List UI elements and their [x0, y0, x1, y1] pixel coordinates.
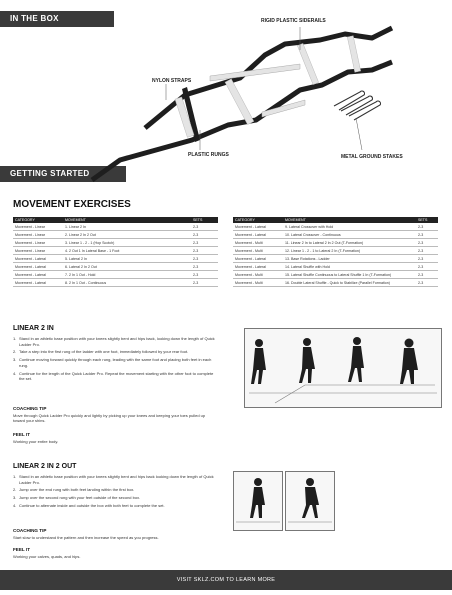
linear-2-in-coaching-tip-title: COACHING TIP: [13, 406, 47, 411]
step-text: Jump over the second rung with your feet outside of the second box.: [19, 495, 141, 501]
category-cell: Movement - Lateral: [13, 255, 63, 263]
movement-exercises-title: MOVEMENT EXERCISES: [13, 199, 131, 210]
movement-cell: 1. Linear 2 In: [63, 223, 191, 231]
movement-cell: 15. Lateral Shuffle Continuous to Lateral Shuffle 1 In (T-Formation): [283, 271, 416, 279]
table-row: [13, 247, 218, 255]
sets-cell: 2-3: [416, 247, 438, 255]
column-header-sets: SETS: [416, 217, 438, 223]
category-cell: Movement - Multi: [233, 239, 283, 247]
rung-1: [175, 87, 200, 142]
in-the-box-banner: IN THE BOX: [0, 11, 114, 27]
category-cell: Movement - Linear: [13, 247, 63, 255]
movement-cell: 3. Linear 1 - 2 - 1 (Hop Scotch): [63, 239, 191, 247]
category-cell: Movement - Lateral: [233, 223, 283, 231]
step-item: [13, 474, 216, 485]
sets-cell: 2-3: [191, 231, 218, 239]
step-text: Stand in an athletic base position with your knees slightly bent and hips back looking down the length of Quick Ladder Pro.: [19, 474, 214, 485]
sets-cell: 2-3: [191, 255, 218, 263]
category-cell: Movement - Lateral: [13, 271, 63, 279]
step-number: 2.: [13, 487, 17, 493]
table-row: [233, 231, 438, 239]
rigid-siderails-callout: RIGID PLASTIC SIDERAILS: [261, 18, 326, 24]
table-row: [233, 263, 438, 271]
step-number: 3.: [13, 495, 17, 501]
rung-3: [297, 43, 318, 84]
step-item: [13, 349, 216, 355]
table-row: [233, 271, 438, 279]
table-row: [13, 239, 218, 247]
linear-2-in-2-out-coaching-tip-title: COACHING TIP: [13, 528, 47, 533]
table-row: [233, 239, 438, 247]
column-header-movement: MOVEMENT: [283, 217, 416, 223]
movement-table-right: [233, 217, 438, 287]
linear-2-in-title: LINEAR 2 IN: [13, 325, 54, 332]
step-number: 1.: [13, 474, 17, 479]
ladder-illustration: [0, 0, 452, 195]
sets-cell: 2-3: [191, 247, 218, 255]
table-row: [13, 231, 218, 239]
linear-2-in-2-out-feel-it-title: FEEL IT: [13, 547, 31, 552]
step-number: 4.: [13, 502, 17, 508]
column-header-movement: MOVEMENT: [63, 217, 191, 223]
sets-cell: 2-3: [416, 271, 438, 279]
movement-cell: 2. Linear 2 In 2 Out: [63, 231, 191, 239]
movement-cell: 8. 2 In 1 Out - Continuous: [63, 279, 191, 287]
step-text: Continue to alternate inside and outside the box with both feet to complete the set.: [19, 502, 165, 508]
step-number: 3.: [13, 357, 17, 363]
column-header-category: CATEGORY: [233, 217, 283, 223]
category-cell: Movement - Lateral: [13, 279, 63, 287]
table-row: [13, 263, 218, 271]
table-row: [233, 247, 438, 255]
movement-cell: 11. Linear 2 In to Lateral 2 In 2 Out (T-Formation): [283, 239, 416, 247]
step-item: [13, 487, 216, 493]
movement-cell: 4. 2 Out 1 In Lateral Base - 1 Foot: [63, 247, 191, 255]
sets-cell: 2-3: [416, 255, 438, 263]
footer-banner: VISIT SKLZ.COM TO LEARN MORE: [0, 570, 452, 590]
step-item: [13, 503, 216, 509]
movement-cell: 16. Double Lateral Shuffle - Quick to Stabilize (Parallel Formation): [283, 279, 416, 287]
getting-started-banner: GETTING STARTED: [0, 166, 126, 182]
movement-cell: 13. Base Rotations - Ladder: [283, 255, 416, 263]
linear-2-in-2-out-photo-2: [285, 471, 335, 531]
category-cell: Movement - Lateral: [233, 255, 283, 263]
linear-2-in-steps: [13, 336, 216, 384]
linear-2-in-feel-it-title: FEEL IT: [13, 432, 31, 437]
linear-2-in-feel-it-text: Working your entire body.: [13, 439, 59, 444]
table-row: [13, 279, 218, 287]
sets-cell: 2-3: [191, 223, 218, 231]
athlete-figure: [250, 478, 265, 518]
step-number: 1.: [13, 336, 17, 341]
category-cell: Movement - Lateral: [13, 263, 63, 271]
table-row: [13, 271, 218, 279]
sets-cell: 2-3: [191, 271, 218, 279]
sets-cell: 2-3: [416, 279, 438, 287]
step-number: 2.: [13, 349, 17, 355]
table-row: [233, 255, 438, 263]
step-item: [13, 357, 216, 368]
movement-cell: 7. 2 In 1 Out - Hold: [63, 271, 191, 279]
movement-cell: 5. Lateral 2 In: [63, 255, 191, 263]
movement-cell: 6. Lateral 2 In 2 Out: [63, 263, 191, 271]
sets-cell: 2-3: [416, 263, 438, 271]
linear-2-in-coaching-tip-text: Move through Quick Ladder Pro quickly and lightly by picking up your knees and keeping your toes pulled up toward your shins.: [13, 413, 206, 424]
table-row: [233, 223, 438, 231]
athlete-figure: [251, 337, 418, 384]
rung-2: [225, 79, 254, 125]
category-cell: Movement - Multi: [233, 279, 283, 287]
table-row: [13, 255, 218, 263]
movement-cell: 12. Linear 1 - 2 - 1 to Lateral 2 In (T-Formation): [283, 247, 416, 255]
linear-2-in-2-out-steps: [13, 474, 216, 511]
step-number: 4.: [13, 370, 17, 376]
step-item: [13, 371, 216, 382]
category-cell: Movement - Multi: [233, 247, 283, 255]
category-cell: Movement - Lateral: [233, 231, 283, 239]
plastic-rungs-callout: PLASTIC RUNGS: [188, 152, 229, 158]
movement-cell: 9. Lateral Crossover with Hold: [283, 223, 416, 231]
step-text: Jump over the end rung with both feet landing within the first box.: [19, 487, 135, 493]
metal-ground-stakes-callout: METAL GROUND STAKES: [341, 154, 403, 160]
step-text: Take a step into the first rung of the ladder with one foot, immediately followed by your rear foot.: [19, 349, 189, 355]
column-header-category: CATEGORY: [13, 217, 63, 223]
step-text: Continue for the length of the Quick Ladder Pro. Repeat the movement starting with the other foot to complete the set.: [19, 370, 214, 382]
movement-table-left: [13, 217, 218, 287]
nylon-strap-front: [92, 62, 392, 180]
rung-4: [347, 36, 360, 72]
table-row: [13, 223, 218, 231]
step-text: Continue moving forward quickly through each rung, leading with the same foot and placing both feet in each rung.: [19, 357, 212, 368]
category-cell: Movement - Linear: [13, 239, 63, 247]
metal-ground-stakes: [334, 91, 380, 120]
movement-cell: 10. Lateral Crossover - Continuous: [283, 231, 416, 239]
category-cell: Movement - Linear: [13, 223, 63, 231]
column-header-sets: SETS: [191, 217, 218, 223]
linear-2-in-2-out-coaching-tip-text: Start slow to understand the pattern and then increase the speed as you progress.: [13, 535, 159, 540]
sets-cell: 2-3: [416, 239, 438, 247]
step-item: [13, 495, 216, 501]
category-cell: Movement - Lateral: [233, 263, 283, 271]
category-cell: Movement - Multi: [233, 271, 283, 279]
sets-cell: 2-3: [191, 239, 218, 247]
sets-cell: 2-3: [416, 223, 438, 231]
table-row: [233, 279, 438, 287]
linear-2-in-2-out-photo-1: [233, 471, 283, 531]
linear-2-in-2-out-title: LINEAR 2 IN 2 OUT: [13, 463, 77, 470]
sets-cell: 2-3: [191, 263, 218, 271]
sets-cell: 2-3: [191, 279, 218, 287]
movement-cell: 14. Lateral Shuffle with Hold: [283, 263, 416, 271]
linear-2-in-2-out-feel-it-text: Working your calves, quads, and hips.: [13, 554, 81, 559]
athlete-figure: [302, 478, 319, 518]
linear-2-in-photo-sequence: [244, 328, 442, 408]
category-cell: Movement - Linear: [13, 231, 63, 239]
step-text: Stand in an athletic base position with your knees slightly bent and hips back, looking down the length of Quick Ladder Pro.: [19, 336, 215, 347]
sets-cell: 2-3: [416, 231, 438, 239]
nylon-straps-callout: NYLON STRAPS: [152, 78, 192, 84]
step-item: [13, 336, 216, 347]
rigid-siderail: [210, 64, 305, 117]
